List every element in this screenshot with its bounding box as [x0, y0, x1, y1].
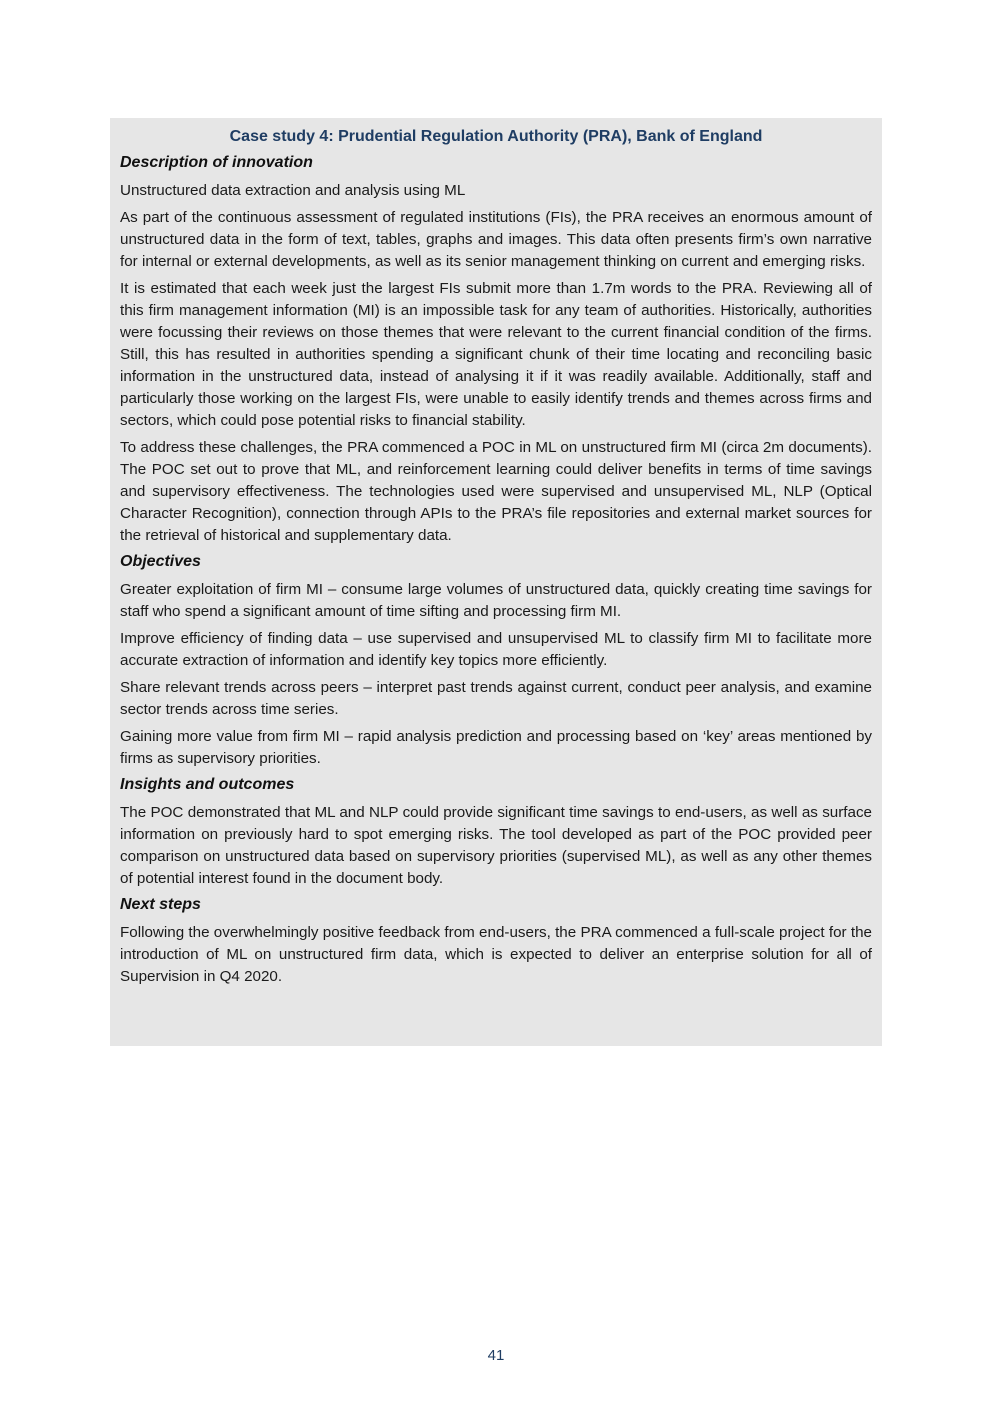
- case-study-title: Case study 4: Prudential Regulation Authority (PRA), Bank of England: [229, 128, 763, 145]
- objectives-paragraph-2: Improve efficiency of finding data – use supervised and unsupervised ML to classify firm MI to facilitate more accurate extraction of information and identify key topics more efficiently.: [120, 630, 872, 669]
- description-paragraph-4: To address these challenges, the PRA commenced a POC in ML on unstructured firm MI (circa 2m documents). The POC set out to prove that ML, and reinforcement learning could deliver benefits in terms of time savings and supervisory effectiveness. The technologies used were supervised and unsupervised ML, NLP (Optical Character Recognition), connection through APIs to the PRA’s file repositories and external market sources for the retrieval of historical and supplementary data.: [120, 439, 872, 544]
- section-heading-description: Description of innovation: [120, 154, 313, 171]
- case-study-box: [110, 118, 882, 1046]
- section-heading-insights: Insights and outcomes: [120, 776, 295, 793]
- description-paragraph-1: Unstructured data extraction and analysis using ML: [120, 182, 466, 199]
- section-heading-objectives: Objectives: [120, 553, 201, 570]
- objectives-paragraph-4: Gaining more value from firm MI – rapid analysis prediction and processing based on ‘key’ areas mentioned by firms as supervisory priorities.: [120, 728, 872, 767]
- description-paragraph-3: It is estimated that each week just the largest FIs submit more than 1.7m words to the PRA. Reviewing all of this firm management information (MI) is an impossible task for any team of authorities. Historically, authorities were focussing their reviews on those themes that were relevant to the current financial condition of the firms. Still, this has resulted in authorities spending a significant chunk of their time locating and reconciling basic information in the unstructured data, instead of analysing it if it was readily available. Additionally, staff and particularly those working on the largest FIs, were unable to easily identify trends and themes across firms and sectors, which could pose potential risks to financial stability.: [120, 280, 872, 429]
- next-steps-paragraph-1: Following the overwhelmingly positive feedback from end-users, the PRA commenced a full-scale project for the introduction of ML on unstructured firm data, which is expected to deliver an enterprise solution for all of Supervision in Q4 2020.: [120, 924, 872, 985]
- page-number: 41: [487, 1347, 505, 1364]
- section-heading-next-steps: Next steps: [120, 896, 201, 913]
- description-paragraph-2: As part of the continuous assessment of regulated institutions (FIs), the PRA receives an enormous amount of unstructured data in the form of text, tables, graphs and images. This data often presents firm’s own narrative for internal or external developments, as well as its senior management thinking on current and emerging risks.: [120, 209, 872, 270]
- objectives-paragraph-3: Share relevant trends across peers – interpret past trends against current, conduct peer analysis, and examine sector trends across time series.: [120, 679, 872, 718]
- objectives-paragraph-1: Greater exploitation of firm MI – consume large volumes of unstructured data, quickly creating time savings for staff who spend a significant amount of time sifting and processing firm MI.: [120, 581, 872, 620]
- insights-paragraph-1: The POC demonstrated that ML and NLP could provide significant time savings to end-users, as well as surface information on previously hard to spot emerging risks. The tool developed as part of the POC provided peer comparison on unstructured data based on supervisory priorities (supervised ML), as well as any other themes of potential interest found in the document body.: [120, 804, 872, 887]
